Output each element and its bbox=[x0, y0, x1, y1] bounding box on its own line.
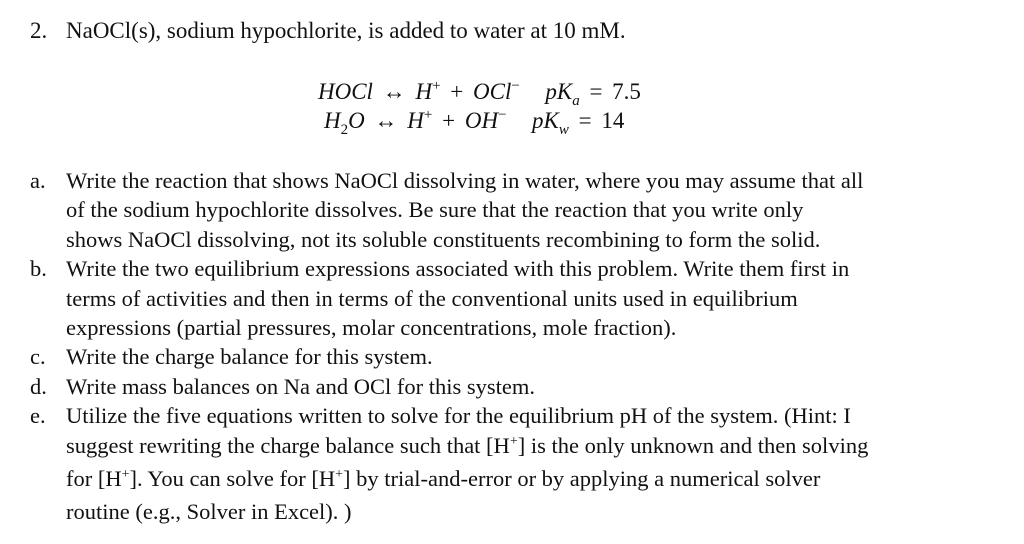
text-line: terms of activities and then in terms of the conventional units used in equilibrium bbox=[66, 285, 798, 311]
eq1-value: 7.5 bbox=[612, 79, 641, 104]
part-e bbox=[30, 401, 990, 527]
question-heading bbox=[30, 16, 626, 46]
eq1-plus: + bbox=[450, 79, 464, 104]
eq1-lhs: HOCl bbox=[318, 79, 373, 104]
eq1-arrow: ↔ bbox=[382, 79, 406, 104]
eq2-value: 14 bbox=[601, 108, 625, 133]
text-line: Write mass balances on Na and OCl for this system. bbox=[66, 373, 535, 399]
eq1-pk: pK bbox=[545, 79, 573, 104]
part-a bbox=[30, 166, 990, 254]
question-number: 2. bbox=[30, 18, 48, 43]
eq2-h-charge: + bbox=[423, 107, 433, 123]
eq1-ocl: OCl bbox=[473, 79, 512, 104]
part-letter: b. bbox=[30, 256, 47, 282]
eq1-equals: = bbox=[589, 79, 603, 104]
part-d bbox=[30, 372, 990, 401]
eq2-oh: OH bbox=[464, 108, 499, 133]
part-c bbox=[30, 342, 990, 371]
question-parts-list bbox=[30, 166, 990, 527]
text-line: Write the two equilibrium expressions associated with this problem. Write them first in bbox=[66, 256, 850, 282]
part-text bbox=[66, 254, 990, 342]
eq1-pk-sub: a bbox=[572, 93, 580, 109]
text-line: suggest rewriting the charge balance such that [H+] is the only unknown and then solving bbox=[66, 432, 869, 458]
text-line: for [H+]. You can solve for [H+] by trial-and-error or by applying a numerical solver bbox=[66, 466, 821, 492]
part-text bbox=[66, 401, 990, 527]
equation-water-dissociation bbox=[324, 106, 624, 139]
eq2-h: H bbox=[407, 108, 424, 133]
part-letter: e. bbox=[30, 403, 46, 429]
part-text bbox=[66, 342, 990, 371]
part-letter: d. bbox=[30, 373, 47, 399]
part-text bbox=[66, 372, 990, 401]
eq2-arrow: ↔ bbox=[374, 108, 398, 133]
text-line: expressions (partial pressures, molar concentrations, mole fraction). bbox=[66, 315, 677, 341]
eq1-h-charge: + bbox=[432, 78, 441, 94]
eq1-h: H bbox=[415, 79, 433, 104]
eq2-plus: + bbox=[442, 108, 456, 133]
eq2-lhs-h: H bbox=[324, 108, 341, 133]
question-text: NaOCl(s), sodium hypochlorite, is added to water at 10 mM. bbox=[66, 18, 626, 43]
eq1-ocl-charge: − bbox=[511, 78, 520, 94]
text-line: of the sodium hypochlorite dissolves. Be sure that the reaction that you write only bbox=[66, 197, 804, 223]
part-b bbox=[30, 254, 990, 342]
text-line: Write the reaction that shows NaOCl dissolving in water, where you may assume that all bbox=[66, 168, 864, 193]
eq2-lhs-o: O bbox=[348, 108, 365, 133]
text-line: routine (e.g., Solver in Excel). ) bbox=[66, 499, 352, 525]
eq2-pk: pK bbox=[532, 108, 559, 133]
part-letter: a. bbox=[30, 168, 46, 193]
text-line: Utilize the five equations written to solve for the equilibrium pH of the system. (Hint: I bbox=[66, 403, 851, 429]
eq2-pk-sub: w bbox=[558, 122, 569, 138]
eq2-equals: = bbox=[578, 108, 592, 133]
eq2-oh-charge: − bbox=[498, 107, 507, 123]
text-line: Write the charge balance for this system. bbox=[66, 344, 433, 370]
part-text bbox=[66, 166, 990, 254]
eq2-lhs-sub: 2 bbox=[340, 122, 349, 138]
text-line: shows NaOCl dissolving, not its soluble constituents recombining to form the solid. bbox=[66, 226, 821, 252]
part-letter: c. bbox=[30, 344, 46, 370]
